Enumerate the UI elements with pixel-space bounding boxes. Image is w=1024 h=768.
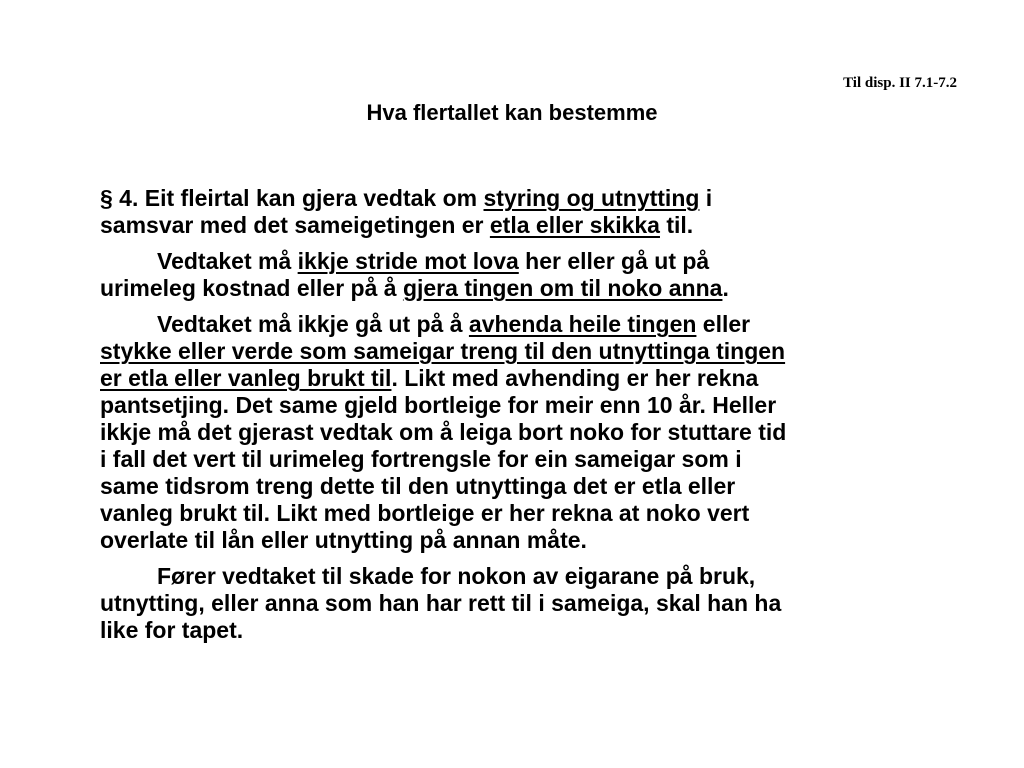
text-span: § 4. Eit fleirtal kan gjera vedtak om [100,185,484,211]
paragraph-3-line-3 [100,365,950,392]
underlined-term: avhenda heile tingen [468,311,697,337]
paragraph-4-line-3: like for tapet. [100,617,244,643]
paragraph-3-line-5: ikkje må det gjerast vedtak om å leiga bort noko for stuttare tid [100,419,787,445]
paragraph-1-line-1 [100,185,950,212]
text-span: . [722,275,729,301]
text-span: samsvar med det sameigetingen er [100,212,490,238]
paragraph-3-line-9: overlate til lån eller utnytting på annan måte. [100,527,587,553]
text-span: eller [696,311,751,337]
underlined-term: etla eller skikka [489,212,660,238]
section-body [100,185,950,644]
underlined-term: stykke eller verde som sameigar treng til den utnyttinga tingen [100,338,786,364]
page-title: Hva flertallet kan bestemme [366,100,658,125]
paragraph-3 [100,311,950,554]
paragraph-3-line-1 [100,311,950,338]
text-span: Vedtaket må [157,248,298,274]
text-span: her eller gå ut på [518,248,710,274]
paragraph-3-line-6: i fall det vert til urimeleg fortrengsle for ein sameigar som i [100,446,742,472]
paragraph-1-line-2 [100,212,950,239]
paragraph-2-line-1 [100,248,950,275]
text-span: Fører vedtaket til skade for nokon av eigarane på bruk, [157,563,756,589]
underlined-term: ikkje stride mot lova [297,248,519,274]
document-reference: Til disp. II 7.1-7.2 [843,75,957,91]
text-span: . Likt med avhending er her rekna [391,365,759,391]
paragraph-4 [100,563,950,644]
paragraph-2-line-2 [100,275,950,302]
text-span: Vedtaket må ikkje gå ut på å [157,311,469,337]
paragraph-2 [100,248,950,302]
paragraph-4-line-1 [100,563,950,590]
paragraph-3-line-7: same tidsrom treng dette til den utnyttinga det er etla eller [100,473,736,499]
underlined-term: er etla eller vanleg brukt til [100,365,392,391]
underlined-term: gjera tingen om til noko anna [402,275,723,301]
paragraph-4-line-2: utnytting, eller anna som han har rett til i sameiga, skal han ha [100,590,782,616]
text-span: i [699,185,713,211]
underlined-term: styring og utnytting [483,185,700,211]
paragraph-3-line-4: pantsetjing. Det same gjeld bortleige for meir enn 10 år. Heller [100,392,777,418]
text-span: til. [659,212,694,238]
paragraph-3-line-2 [100,338,950,365]
paragraph-1 [100,185,950,239]
text-span: urimeleg kostnad eller på å [100,275,403,301]
paragraph-3-line-8: vanleg brukt til. Likt med bortleige er her rekna at noko vert [100,500,750,526]
